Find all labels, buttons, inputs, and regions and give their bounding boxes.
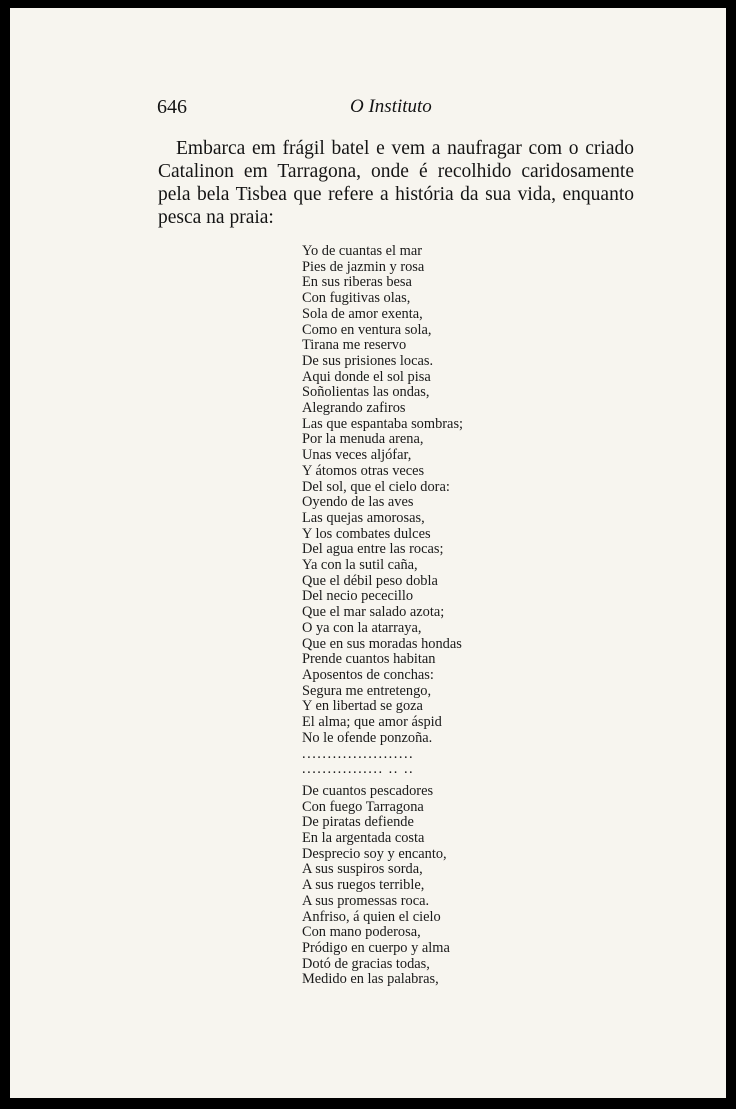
poem-line: Que en sus moradas hondas	[302, 635, 462, 652]
poem-line: No le ofende ponzoña.	[302, 729, 433, 746]
poem-line: Con fuego Tarragona	[302, 798, 424, 815]
intro-paragraph	[158, 137, 634, 229]
poem-line: Pies de jazmin y rosa	[302, 258, 425, 275]
poem-line: Dotó de gracias todas,	[302, 955, 430, 972]
poem-line: De piratas defiende	[302, 814, 414, 831]
running-title: O Instituto	[350, 96, 432, 117]
poem-line: Del necio pececillo	[302, 588, 414, 605]
intro-text: Embarca em frágil batel e vem a naufragar com o criado Catalinon em Tarragona, onde é recolhido caridosamente pela bela Tisbea que refere a história da sua vida, enquanto pesca na praia:	[158, 138, 634, 228]
poem-line: Pródigo en cuerpo y alma	[302, 939, 450, 956]
ellipsis-line: ......................	[302, 745, 415, 762]
poem-line: Desprecio soy y encanto,	[302, 845, 447, 862]
poem-line: Anfriso, á quien el cielo	[302, 908, 441, 925]
poem-line: De cuantos pescadores	[302, 782, 434, 799]
poem-line: Yo de cuantas el mar	[302, 243, 423, 259]
poem-line: El alma; que amor áspid	[302, 714, 442, 731]
poem-line: Con fugitivas olas,	[302, 290, 411, 307]
poem-line: Unas veces aljófar,	[302, 447, 412, 464]
poem-line: Del agua entre las rocas;	[302, 541, 444, 558]
poem-line: De sus prisiones locas.	[302, 352, 434, 369]
poem-line: Y en libertad se goza	[302, 698, 423, 715]
poem-line: Que el débil peso dobla	[302, 572, 438, 589]
poem-line: Que el mar salado azota;	[302, 604, 445, 621]
poem-line: Por la menuda arena,	[302, 431, 424, 448]
poem-verses	[302, 244, 463, 988]
poem-line: Las quejas amorosas,	[302, 509, 425, 526]
poem-line: O ya con la atarraya,	[302, 619, 422, 636]
poem-line: Como en ventura sola,	[302, 321, 432, 338]
poem-line: A sus ruegos terrible,	[302, 877, 425, 894]
poem-line: Medido en las palabras,	[302, 971, 439, 988]
poem-line: Tirana me reservo	[302, 337, 407, 354]
poem-line: Con mano poderosa,	[302, 924, 421, 941]
poem-line: A sus promessas roca.	[302, 892, 430, 909]
poem-line: Y los combates dulces	[302, 525, 431, 542]
poem-line: Las que espantaba sombras;	[302, 415, 464, 432]
poem-line: Soñolientas las ondas,	[302, 384, 430, 401]
poem-line: Aposentos de conchas:	[302, 666, 434, 683]
poem-line: A sus suspiros sorda,	[302, 861, 423, 878]
ellipsis-line: ................ .. ..	[302, 761, 415, 778]
poem-line: Y átomos otras veces	[302, 462, 425, 479]
poem-line: Oyendo de las aves	[302, 494, 414, 511]
poem-line: En la argentada costa	[302, 830, 425, 847]
book-page	[10, 8, 726, 1098]
poem-line: Sola de amor exenta,	[302, 305, 423, 322]
poem-line: En sus riberas besa	[302, 274, 412, 291]
poem-line: Segura me entretengo,	[302, 682, 432, 699]
poem-line: Alegrando zafiros	[302, 400, 406, 417]
poem-line: Prende cuantos habitan	[302, 651, 436, 668]
poem-line: Del sol, que el cielo dora:	[302, 478, 450, 495]
poem-line: Ya con la sutil caña,	[302, 557, 418, 574]
page-number: 646	[157, 96, 187, 118]
poem-line: Aqui donde el sol pisa	[302, 368, 431, 385]
